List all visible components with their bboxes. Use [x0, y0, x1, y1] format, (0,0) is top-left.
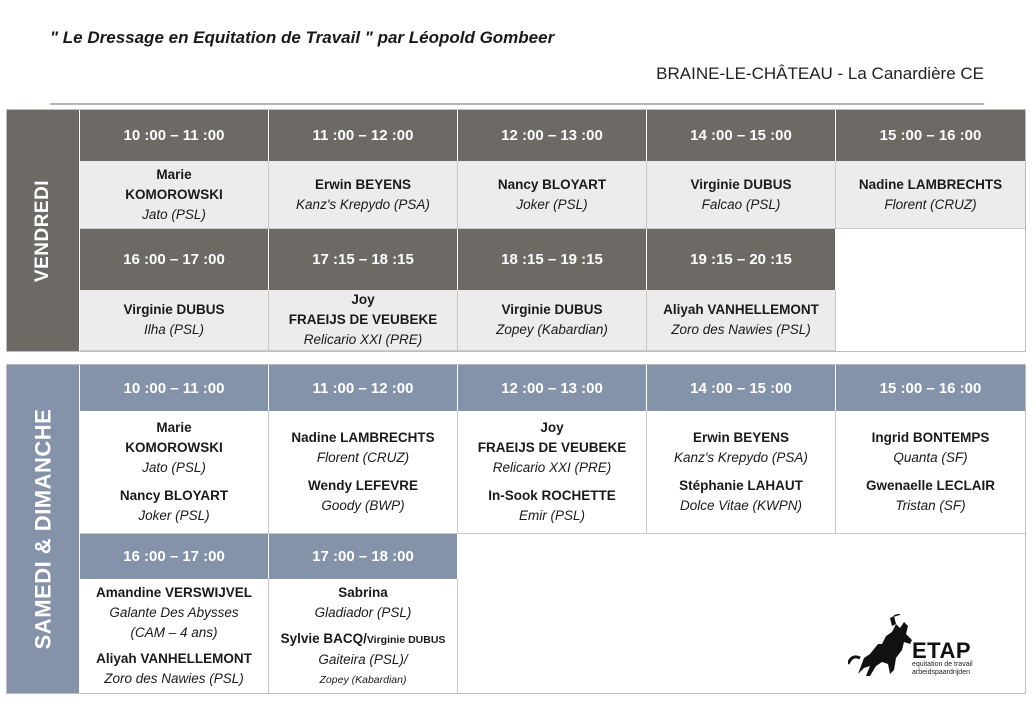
rider-name: FRAEIJS DE VEUBEKE — [288, 312, 438, 327]
logo-subtitle-line: equitation de travail — [912, 661, 973, 668]
friday-label — [7, 110, 79, 351]
session-cell — [836, 161, 1025, 229]
horse-name: Gladiador (PSL) — [314, 604, 412, 620]
time-header: 17 :15 – 18 :15 — [269, 229, 458, 290]
session-cell — [80, 161, 269, 229]
horse-name: Ilha (PSL) — [143, 322, 205, 337]
horse-name: Zopey (Kabardian) — [319, 673, 407, 686]
logo-subtitle — [912, 661, 978, 677]
rider-name: Erwin BEYENS — [314, 176, 412, 192]
horse-name: Kanz's Krepydo (PSA) — [296, 196, 430, 212]
time-header: 16 :00 – 17 :00 — [80, 534, 269, 579]
rider-name-part: Virginie DUBUS — [366, 633, 446, 646]
session-cell — [458, 411, 647, 534]
rider-name: Stéphanie LAHAUT — [679, 478, 803, 493]
horse-name: Jato (PSL) — [142, 206, 206, 222]
weekend-label-text: SAMEDI & DIMANCHE — [30, 408, 56, 650]
weekend-label — [7, 365, 79, 693]
horse-name: Joker (PSL) — [138, 508, 210, 523]
session-cell — [269, 411, 458, 534]
session-cell — [647, 411, 836, 534]
rider-name: Nancy BLOYART — [497, 176, 607, 192]
rider-name: Aliyah VANHELLEMONT — [663, 302, 819, 317]
venue-label: BRAINE-LE-CHÂTEAU - La Canardière CE — [656, 64, 984, 83]
horse-name: Florent (CRUZ) — [884, 196, 977, 212]
horse-name: Joker (PSL) — [516, 196, 588, 212]
rider-name: Nadine LAMBRECHTS — [858, 176, 1003, 192]
horse-name: Zopey (Kabardian) — [496, 322, 608, 337]
horse-name: Falcao (PSL) — [701, 196, 781, 212]
logo-name: ETAP — [912, 638, 972, 663]
header-divider — [50, 103, 984, 105]
time-header: 10 :00 – 11 :00 — [80, 365, 269, 411]
friday-label-text: VENDREDI — [32, 179, 53, 282]
session-cell — [647, 290, 836, 351]
time-header: 19 :15 – 20 :15 — [647, 229, 836, 290]
session-cell — [458, 161, 647, 229]
rider-name: In-Sook ROCHETTE — [488, 488, 616, 503]
horse-name: Quanta (SF) — [893, 450, 968, 465]
session-cell — [269, 161, 458, 229]
rider-name: Virginie DUBUS — [690, 176, 792, 192]
rider-name: Marie — [156, 166, 192, 182]
time-header: 11 :00 – 12 :00 — [269, 110, 458, 161]
time-header: 12 :00 – 13 :00 — [458, 110, 647, 161]
rider-name: Ingrid BONTEMPS — [871, 430, 990, 445]
horse-name: Tristan (SF) — [895, 498, 966, 513]
rider-name: Joy — [540, 420, 564, 435]
rider-name: KOMOROWSKI — [125, 186, 223, 202]
horse-name: Zoro des Nawies (PSL) — [104, 671, 244, 686]
document-title: " Le Dressage en Equitation de Travail " par Léopold Gombeer — [50, 28, 555, 47]
horse-name: Gaiteira (PSL)/ — [318, 651, 408, 667]
time-header: 14 :00 – 15 :00 — [647, 110, 836, 161]
rider-name: Marie — [156, 420, 192, 435]
section-separator — [6, 352, 1026, 364]
horse-name: (CAM – 4 ans) — [130, 625, 218, 640]
time-header: 12 :00 – 13 :00 — [458, 365, 647, 411]
rider-name: Nancy BLOYART — [119, 488, 229, 503]
rider-name: FRAEIJS DE VEUBEKE — [477, 440, 627, 455]
session-cell — [269, 579, 458, 693]
rider-name: KOMOROWSKI — [125, 440, 223, 455]
horse-name: Jato (PSL) — [142, 460, 206, 475]
session-cell — [458, 290, 647, 351]
session-cell — [80, 290, 269, 351]
horse-name: Relicario XXI (PRE) — [303, 332, 423, 347]
rider-name: Wendy LEFEVRE — [307, 478, 419, 493]
time-header: 17 :00 – 18 :00 — [269, 534, 458, 579]
session-cell — [80, 411, 269, 534]
friday-schedule — [6, 109, 1026, 352]
horse-name: Kanz's Krepydo (PSA) — [674, 450, 808, 465]
rider-name: Gwenaelle LECLAIR — [865, 478, 996, 493]
rider-name: Sabrina — [338, 584, 388, 600]
time-header: 10 :00 – 11 :00 — [80, 110, 269, 161]
time-header: 15 :00 – 16 :00 — [836, 365, 1025, 411]
logo-subtitle-line: arbeidspaardrijden — [912, 669, 970, 676]
horse-name: Galante Des Abysses — [109, 605, 239, 620]
rider-name: Virginie DUBUS — [123, 302, 225, 317]
rider-name — [281, 629, 446, 650]
session-cell — [836, 411, 1025, 534]
horse-name: Emir (PSL) — [518, 508, 585, 523]
horse-name: Zoro des Nawies (PSL) — [671, 322, 811, 337]
rider-name: Amandine VERSWIJVEL — [95, 585, 253, 600]
horse-name: Goody (BWP) — [321, 498, 405, 513]
rider-name: Erwin BEYENS — [692, 430, 790, 445]
session-cell — [647, 161, 836, 229]
rider-name: Joy — [351, 292, 375, 307]
time-header: 14 :00 – 15 :00 — [647, 365, 836, 411]
rider-name: Virginie DUBUS — [501, 302, 603, 317]
time-header: 18 :15 – 19 :15 — [458, 229, 647, 290]
session-cell — [80, 579, 269, 693]
horse-name: Florent (CRUZ) — [316, 450, 410, 465]
horse-name: Relicario XXI (PRE) — [492, 460, 612, 475]
rider-name: Nadine LAMBRECHTS — [291, 430, 435, 445]
time-header: 16 :00 – 17 :00 — [80, 229, 269, 290]
rider-name-part: Sylvie BACQ/ — [280, 630, 367, 646]
time-header: 15 :00 – 16 :00 — [836, 110, 1025, 161]
time-header: 11 :00 – 12 :00 — [269, 365, 458, 411]
horse-name: Dolce Vitae (KWPN) — [679, 498, 803, 513]
session-cell — [269, 290, 458, 351]
rider-name: Aliyah VANHELLEMONT — [96, 651, 252, 666]
